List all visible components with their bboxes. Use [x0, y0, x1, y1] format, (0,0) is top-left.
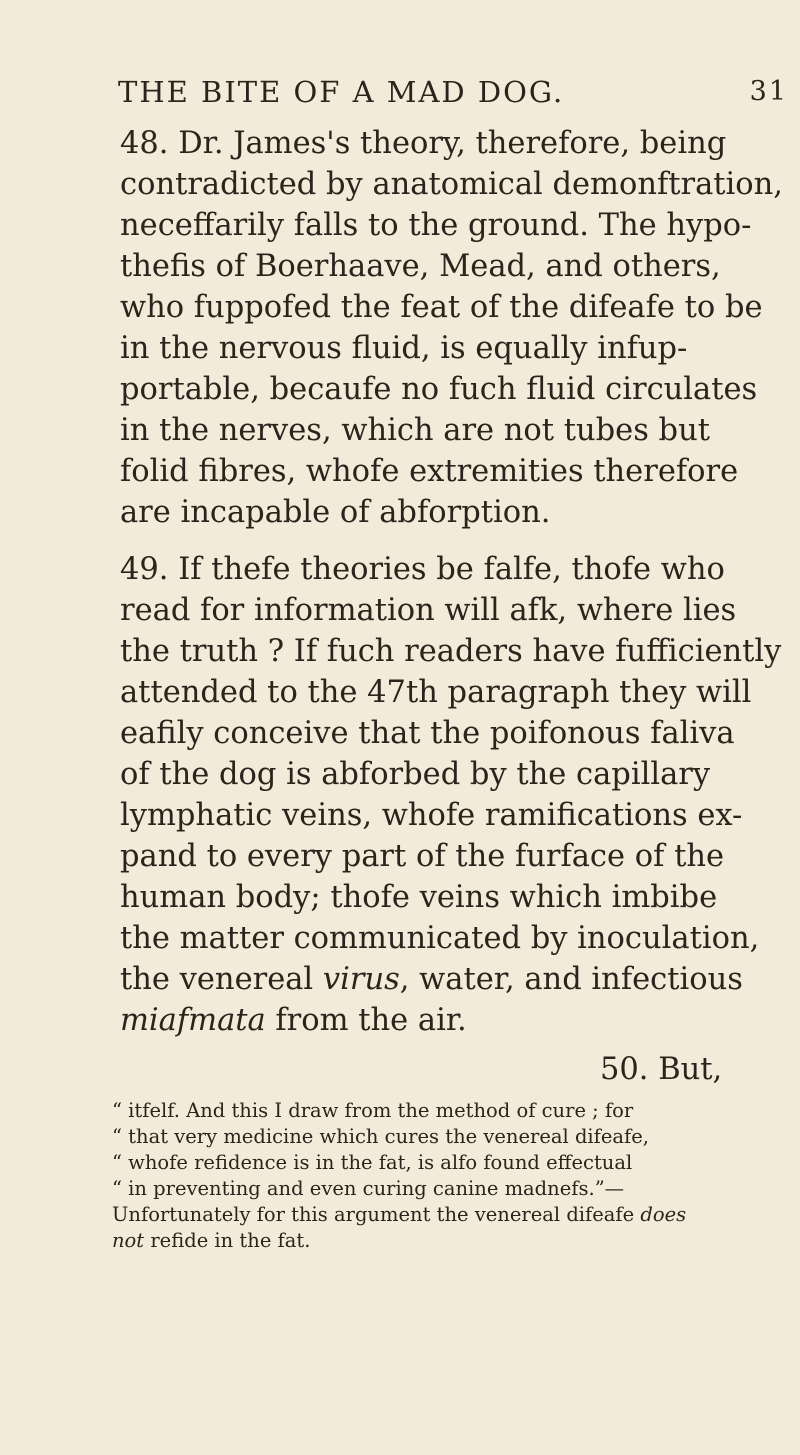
italic-term-miafmata: miafmata	[120, 1003, 266, 1038]
text-line: of the dog is abforbed by the capillary	[120, 757, 711, 792]
text-line: are incapable of abforption.	[120, 495, 551, 530]
text-line: lymphatic veins, whofe ramifications ex-	[120, 798, 743, 833]
page-number: 31	[749, 76, 788, 107]
text-line: thefis of Boerhaave, Mead, and others,	[120, 249, 721, 284]
text-line: the truth ? If fuch readers have fufficiently	[120, 634, 782, 669]
italic-word-not: not	[112, 1229, 145, 1252]
text-line: attended to the 47th paragraph they will	[120, 675, 752, 710]
text-line: portable, becaufe no fuch fluid circulates	[120, 372, 758, 407]
text-line: the matter communicated by inoculation,	[120, 921, 760, 956]
text-line: in the nervous fluid, is equally infup-	[120, 331, 688, 366]
text-line: pand to every part of the furface of the	[120, 839, 725, 874]
text-line	[120, 1001, 467, 1041]
text-span: , water, and infectious	[399, 962, 743, 997]
text-line: read for information will afk, where lies	[120, 593, 737, 628]
text-span: the venereal	[120, 962, 323, 997]
text-line: human body; thofe veins which imbibe	[120, 880, 718, 915]
text-span: from the air.	[265, 1003, 467, 1038]
text-line: contradicted by anatomical demonftration,	[120, 167, 783, 202]
text-line: 48. Dr. James's theory, therefore, being	[120, 126, 727, 161]
running-title: THE BITE OF A MAD DOG.	[118, 75, 565, 109]
footnote-line	[112, 1202, 686, 1228]
text-line: eafily conceive that the poifonous faliva	[120, 716, 735, 751]
text-line	[120, 960, 743, 1000]
text-line: 49. If thefe theories be falfe, thofe who	[120, 552, 725, 587]
footnote-line	[112, 1228, 310, 1254]
italic-word-does: does	[640, 1203, 687, 1226]
footnote-line: “ that very medicine which cures the venereal difeafe,	[112, 1125, 650, 1148]
text-line: who fuppofed the feat of the difeafe to be	[120, 290, 763, 325]
text-span: refide in the fat.	[144, 1229, 311, 1252]
text-line: neceffarily falls to the ground. The hypo-	[120, 208, 752, 243]
running-header	[118, 72, 788, 112]
footnote-line: “ in preventing and even curing canine madnefs.”—	[112, 1177, 625, 1200]
italic-term-virus: virus	[322, 962, 400, 997]
text-line: in the nerves, which are not tubes but	[120, 413, 710, 448]
text-span: Unfortunately for this argument the venereal difeafe	[112, 1203, 641, 1226]
catchword: 50. But,	[600, 1052, 723, 1087]
text-line: folid fibres, whofe extremities therefore	[120, 454, 739, 489]
footnote-line: “ itfelf. And this I draw from the method of cure ; for	[112, 1099, 634, 1122]
footnote-line: “ whofe refidence is in the fat, is alfo found effectual	[112, 1151, 633, 1174]
